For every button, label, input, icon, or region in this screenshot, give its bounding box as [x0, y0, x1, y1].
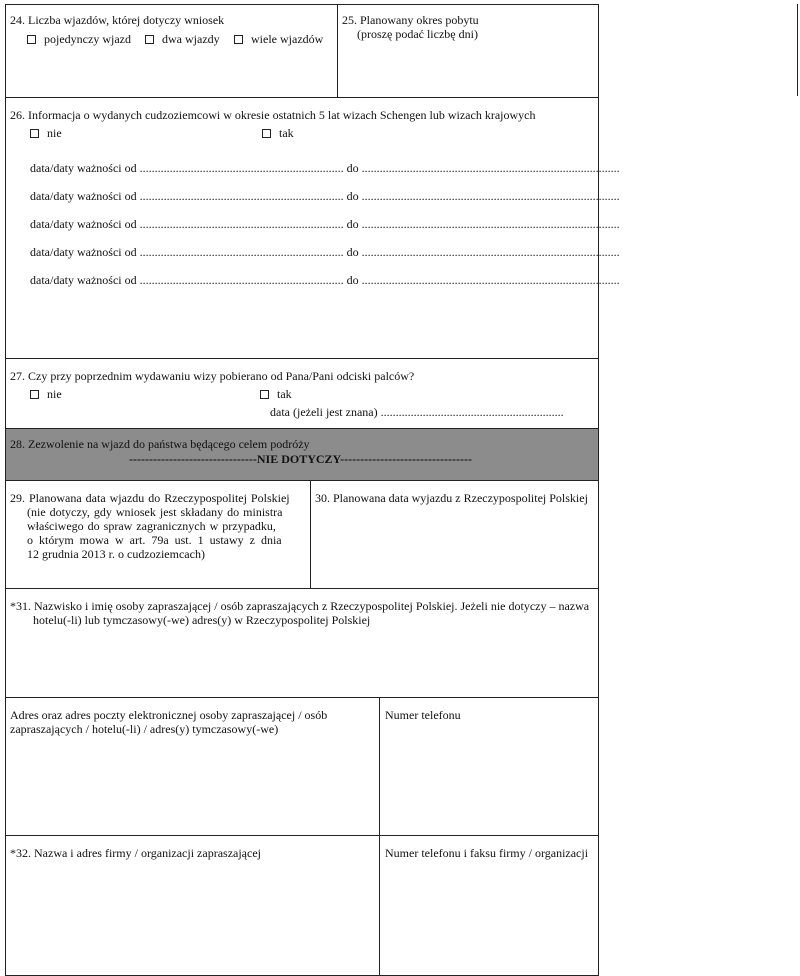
validity-row-4[interactable]: data/daty ważności od .................................................................... do ...................................................................................... — [30, 245, 620, 259]
field-27-opt-no[interactable]: nie — [30, 387, 62, 401]
field-32-phone-fax: Numer telefonu i faksu firmy / organizacji — [385, 846, 589, 860]
field-26-opt-yes[interactable]: tak — [262, 126, 294, 140]
field-27-date[interactable]: data (jeżeli jest znana) ............................................................. — [270, 405, 564, 419]
sep-28-29 — [5, 480, 599, 481]
sep-26-27 — [5, 358, 599, 359]
sep-addr-phone — [379, 697, 380, 976]
field-31-line1: *31. Nazwisko i imię osoby zapraszającej / osób zapraszających z Rzeczypospolitej Polskiej. Jeżeli nie dotyczy – nazwa — [10, 599, 590, 613]
sep-addr-32 — [5, 835, 599, 836]
address-line2: zapraszających / hotelu(-li) / adres(y) tymczasowy(-we) — [10, 722, 279, 736]
sep-24-25 — [337, 4, 338, 97]
field-27-opt-yes[interactable]: tak — [260, 387, 292, 401]
border-left — [5, 4, 6, 976]
sep-29-31 — [5, 588, 599, 589]
field-28-title: 28. Zezwolenie na wjazd do państwa będącego celem podróży — [10, 437, 310, 451]
validity-row-2[interactable]: data/daty ważności od .................................................................... do ...................................................................................... — [30, 189, 620, 203]
checkbox-icon[interactable] — [30, 129, 39, 138]
border-right — [598, 4, 599, 976]
checkbox-icon[interactable] — [27, 35, 36, 44]
field-26-title: 26. Informacja o wydanych cudzoziemcowi w okresie ostatnich 5 lat wizach Schengen lub wizach krajowych — [10, 108, 536, 122]
field-28-not-applicable: --------------------------------NIE DOTYCZY--------------------------------- — [129, 452, 472, 466]
checkbox-icon[interactable] — [145, 35, 154, 44]
field-29-line3: właściwego do spraw zagranicznych w przypadku, — [27, 519, 276, 533]
checkbox-icon[interactable] — [30, 390, 39, 399]
field-29-line5: 12 grudnia 2013 r. o cudzoziemcach) — [27, 547, 205, 561]
field-29-line1: 29. Planowana data wjazdu do Rzeczypospolitej Polskiej — [10, 491, 290, 505]
phone-label: Numer telefonu — [385, 708, 461, 722]
field-27-title: 27. Czy przy poprzednim wydawaniu wizy pobierano od Pana/Pani odciski palców? — [10, 369, 415, 383]
field-30-title: 30. Planowana data wyjazdu z Rzeczypospolitej Polskiej — [315, 491, 588, 505]
validity-row-5[interactable]: data/daty ważności od .................................................................... do ...................................................................................... — [30, 273, 620, 287]
checkbox-icon[interactable] — [260, 390, 269, 399]
checkbox-icon[interactable] — [234, 35, 243, 44]
checkbox-icon[interactable] — [262, 129, 271, 138]
field-26-opt-no[interactable]: nie — [30, 126, 62, 140]
validity-row-3[interactable]: data/daty ważności od .................................................................... do ...................................................................................... — [30, 217, 620, 231]
address-line1: Adres oraz adres poczty elektronicznej osoby zapraszającej / osób — [10, 708, 328, 722]
sep-29-30 — [310, 480, 311, 588]
validity-row-1[interactable]: data/daty ważności od .................................................................... do ...................................................................................... — [30, 161, 620, 175]
field-25-title: 25. Planowany okres pobytu — [342, 13, 479, 27]
field-32-title: *32. Nazwa i adres firmy / organizacji zapraszającej — [10, 846, 261, 860]
sep-24-26 — [5, 97, 599, 98]
sep-31-addr — [5, 697, 599, 698]
field-24-opt-double[interactable]: dwa wjazdy — [145, 32, 220, 46]
field-24-opt-multi[interactable]: wiele wjazdów — [234, 32, 323, 46]
field-24-opt-single[interactable]: pojedynczy wjazd — [27, 32, 131, 46]
field-29-line2: (nie dotyczy, gdy wniosek jest składany do ministra — [27, 505, 283, 519]
border-top — [5, 4, 599, 5]
field-31-line2: hotelu(-li) lub tymczasowy(-we) adres(y) w Rzeczypospolitej Polskiej — [33, 613, 371, 627]
field-25-sub: (proszę podać liczbę dni) — [357, 27, 478, 41]
outer-right-line — [797, 4, 798, 96]
field-29-line4: o którym mowa w art. 79a ust. 1 ustawy z dnia — [27, 533, 282, 547]
field-24-title: 24. Liczba wjazdów, której dotyczy wniosek — [10, 13, 225, 27]
